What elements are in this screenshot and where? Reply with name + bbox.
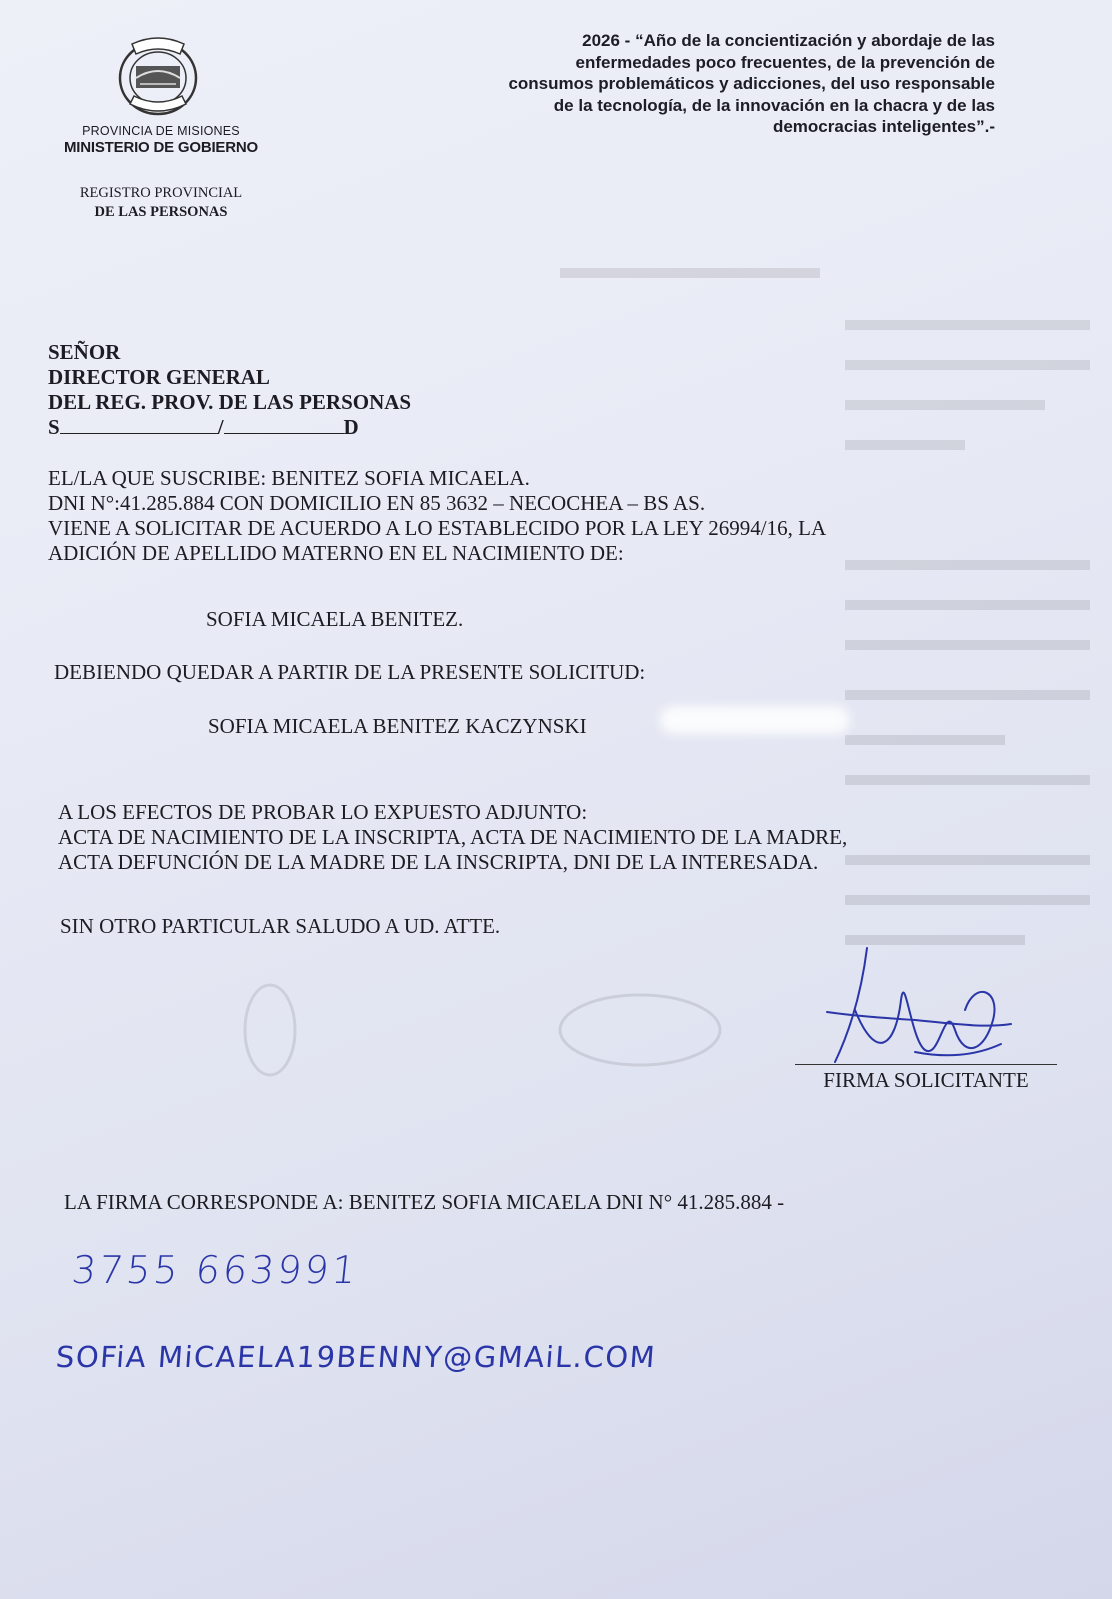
- paragraph-line: VIENE A SOLICITAR DE ACUERDO A LO ESTABLECIDO POR LA LEY 26994/16, LA: [48, 516, 827, 540]
- paragraph-line: DNI N°:41.285.884 CON DOMICILIO EN 85 3632 – NECOCHEA – BS AS.: [48, 491, 706, 515]
- new-name: SOFIA MICAELA BENITEZ KACZYNSKI: [208, 714, 587, 738]
- registry-line-2: DE LAS PERSONAS: [94, 204, 228, 220]
- addressee-sd-line: [48, 415, 411, 440]
- motto-line: enfermedades poco frecuentes, de la prevención de: [575, 52, 995, 72]
- signature-certification: LA FIRMA CORRESPONDE A: BENITEZ SOFIA MICAELA DNI N° 41.285.884 -: [64, 1190, 785, 1214]
- province-name: PROVINCIA DE MISIONES: [82, 124, 240, 138]
- motto-line: democracias inteligentes”.-: [772, 117, 995, 136]
- registry-name: [50, 184, 272, 222]
- motto-line: consumos problemáticos y adicciones, del uso responsable: [508, 74, 995, 93]
- d-letter: D: [343, 415, 359, 439]
- signature-line: [795, 1064, 1057, 1065]
- paragraph-line: EL/LA QUE SUSCRIBE: BENITEZ SOFIA MICAELA.: [48, 466, 530, 490]
- blank-line: [60, 417, 218, 434]
- paragraph-line: ADICIÓN DE APELLIDO MATERNO EN EL NACIMIENTO DE:: [48, 541, 624, 565]
- registry-line-1: REGISTRO PROVINCIAL: [79, 185, 243, 201]
- blank-line: [224, 417, 344, 434]
- attachments-paragraph: [58, 800, 847, 875]
- paragraph-line: A LOS EFECTOS DE PROBAR LO EXPUESTO ADJUNTO:: [58, 800, 588, 824]
- redaction-blur: [660, 706, 850, 734]
- request-paragraph: [48, 466, 826, 566]
- s-letter: S: [48, 415, 60, 439]
- paragraph-line: ACTA DEFUNCIÓN DE LA MADRE DE LA INSCRIPTA, DNI DE LA INTERESADA.: [58, 850, 819, 874]
- slash: /: [217, 415, 224, 439]
- addressee-line-2: DIRECTOR GENERAL: [48, 365, 270, 389]
- handwritten-phone: 3755 663991: [69, 1248, 362, 1292]
- handwritten-signature: [815, 940, 1015, 1070]
- current-name: SOFIA MICAELA BENITEZ.: [206, 607, 464, 631]
- motto-line: 2026 - “Año de la concientización y abordaje de las: [582, 31, 995, 50]
- handwritten-email: SOFiA MiCAELA19BENNY@GMAiL.COM: [54, 1340, 658, 1374]
- provincial-seal-logo: [114, 34, 202, 118]
- addressee-line-1: SEÑOR: [48, 340, 121, 364]
- signature-caption: FIRMA SOLICITANTE: [823, 1068, 1029, 1092]
- debiendo-line: DEBIENDO QUEDAR A PARTIR DE LA PRESENTE SOLICITUD:: [54, 660, 646, 684]
- addressee-block: [48, 340, 411, 440]
- year-motto: [385, 30, 995, 138]
- motto-line: de la tecnología, de la innovación en la chacra y de las: [553, 95, 995, 115]
- ministry-name: MINISTERIO DE GOBIERNO: [64, 139, 258, 156]
- paragraph-line: ACTA DE NACIMIENTO DE LA INSCRIPTA, ACTA DE NACIMIENTO DE LA MADRE,: [58, 825, 848, 849]
- closing-line: SIN OTRO PARTICULAR SALUDO A UD. ATTE.: [60, 914, 501, 938]
- addressee-line-3: DEL REG. PROV. DE LAS PERSONAS: [48, 390, 412, 414]
